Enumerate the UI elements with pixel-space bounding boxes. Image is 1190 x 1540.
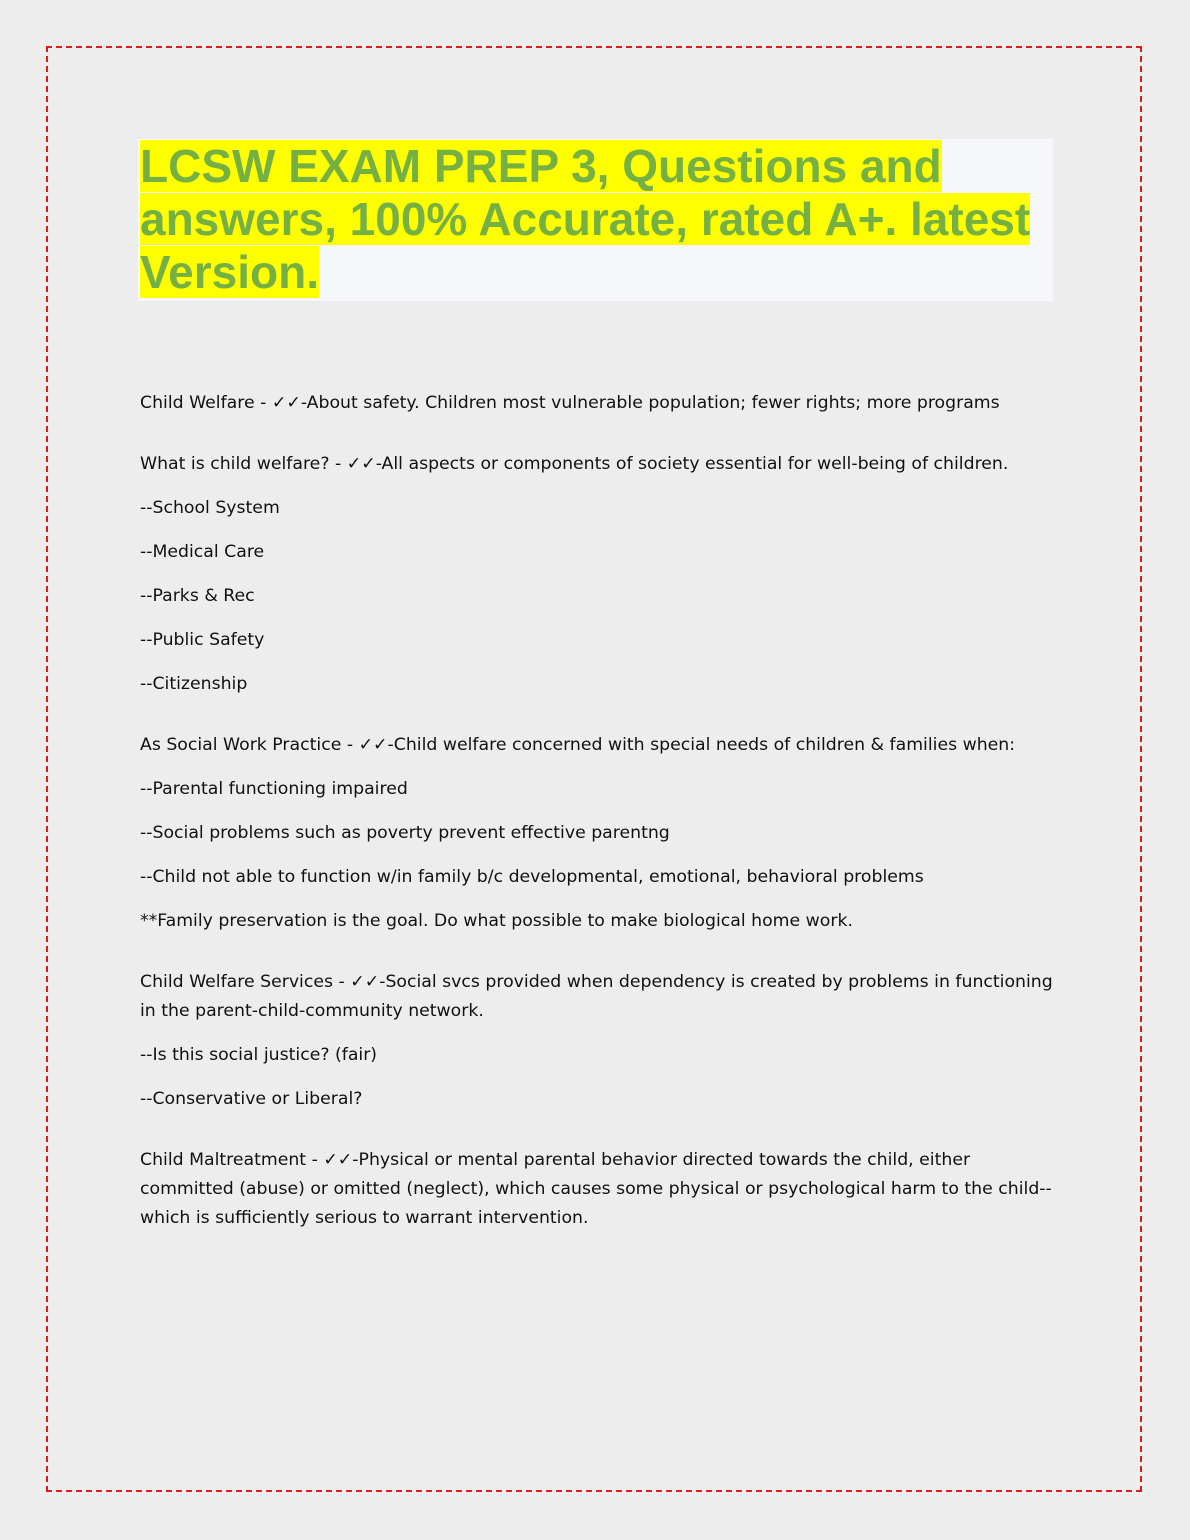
qa-subline: --Parks & Rec: [140, 586, 255, 606]
qa-separator: -: [306, 1150, 324, 1170]
qa-entry: [140, 389, 1055, 418]
qa-entry: [140, 450, 1055, 699]
qa-subline: --Public Safety: [140, 630, 265, 650]
qa-line: [140, 450, 1055, 479]
qa-term: Child Welfare: [140, 393, 255, 413]
qa-subline: --Parental functioning impaired: [140, 779, 408, 799]
qa-term: Child Maltreatment: [140, 1150, 307, 1170]
qa-separator: -: [329, 454, 347, 474]
qa-definition: -All aspects or components of society essential for well-being of children.: [375, 454, 1009, 474]
qa-term: Child Welfare Services: [140, 972, 333, 992]
qa-term: As Social Work Practice: [140, 735, 342, 755]
qa-definition: -Child welfare concerned with special needs of children & families when:: [387, 735, 1016, 755]
qa-subline: --Medical Care: [140, 542, 265, 562]
document-body: [140, 389, 1055, 1265]
qa-separator: -: [333, 972, 351, 992]
check-mark-icon: ✓✓: [358, 735, 388, 755]
qa-line: [140, 1146, 1055, 1233]
qa-subline: --Social problems such as poverty prevent effective parentng: [140, 823, 670, 843]
qa-separator: -: [254, 393, 272, 413]
qa-subline: --School System: [140, 498, 280, 518]
check-mark-icon: ✓✓: [323, 1150, 353, 1170]
qa-definition: -Physical or mental parental behavior directed towards the child, either committed (abuse) or omitted (neglect), which causes some physical or psychological harm to the child--which is sufficiently serious to warrant intervention.: [140, 1150, 1052, 1228]
qa-separator: -: [341, 735, 359, 755]
check-mark-icon: ✓✓: [346, 454, 376, 474]
check-mark-icon: ✓✓: [271, 393, 301, 413]
qa-subline: --Citizenship: [140, 674, 248, 694]
qa-subline: --Conservative or Liberal?: [140, 1089, 363, 1109]
qa-entry: [140, 1146, 1055, 1233]
qa-subline: --Is this social justice? (fair): [140, 1045, 378, 1065]
document-title-text: LCSW EXAM PREP 3, Questions and answers, 100% Accurate, rated A+. latest Version.: [140, 140, 1031, 298]
check-mark-icon: ✓✓: [350, 972, 380, 992]
qa-entry: [140, 968, 1055, 1114]
qa-line: [140, 731, 1055, 760]
qa-subline: **Family preservation is the goal. Do what possible to make biological home work.: [140, 911, 853, 931]
qa-line: [140, 968, 1055, 1026]
qa-line: [140, 389, 1055, 418]
qa-definition: -Social svcs provided when dependency is created by problems in functioning in the parent-child-community network.: [140, 972, 1053, 1021]
title-block: [138, 139, 1053, 301]
qa-subline: --Child not able to function w/in family b/c developmental, emotional, behavioral problems: [140, 867, 924, 887]
document-title: [138, 139, 1053, 299]
qa-definition: -About safety. Children most vulnerable population; fewer rights; more programs: [300, 393, 1000, 413]
qa-term: What is child welfare?: [140, 454, 330, 474]
qa-entry: [140, 731, 1055, 936]
